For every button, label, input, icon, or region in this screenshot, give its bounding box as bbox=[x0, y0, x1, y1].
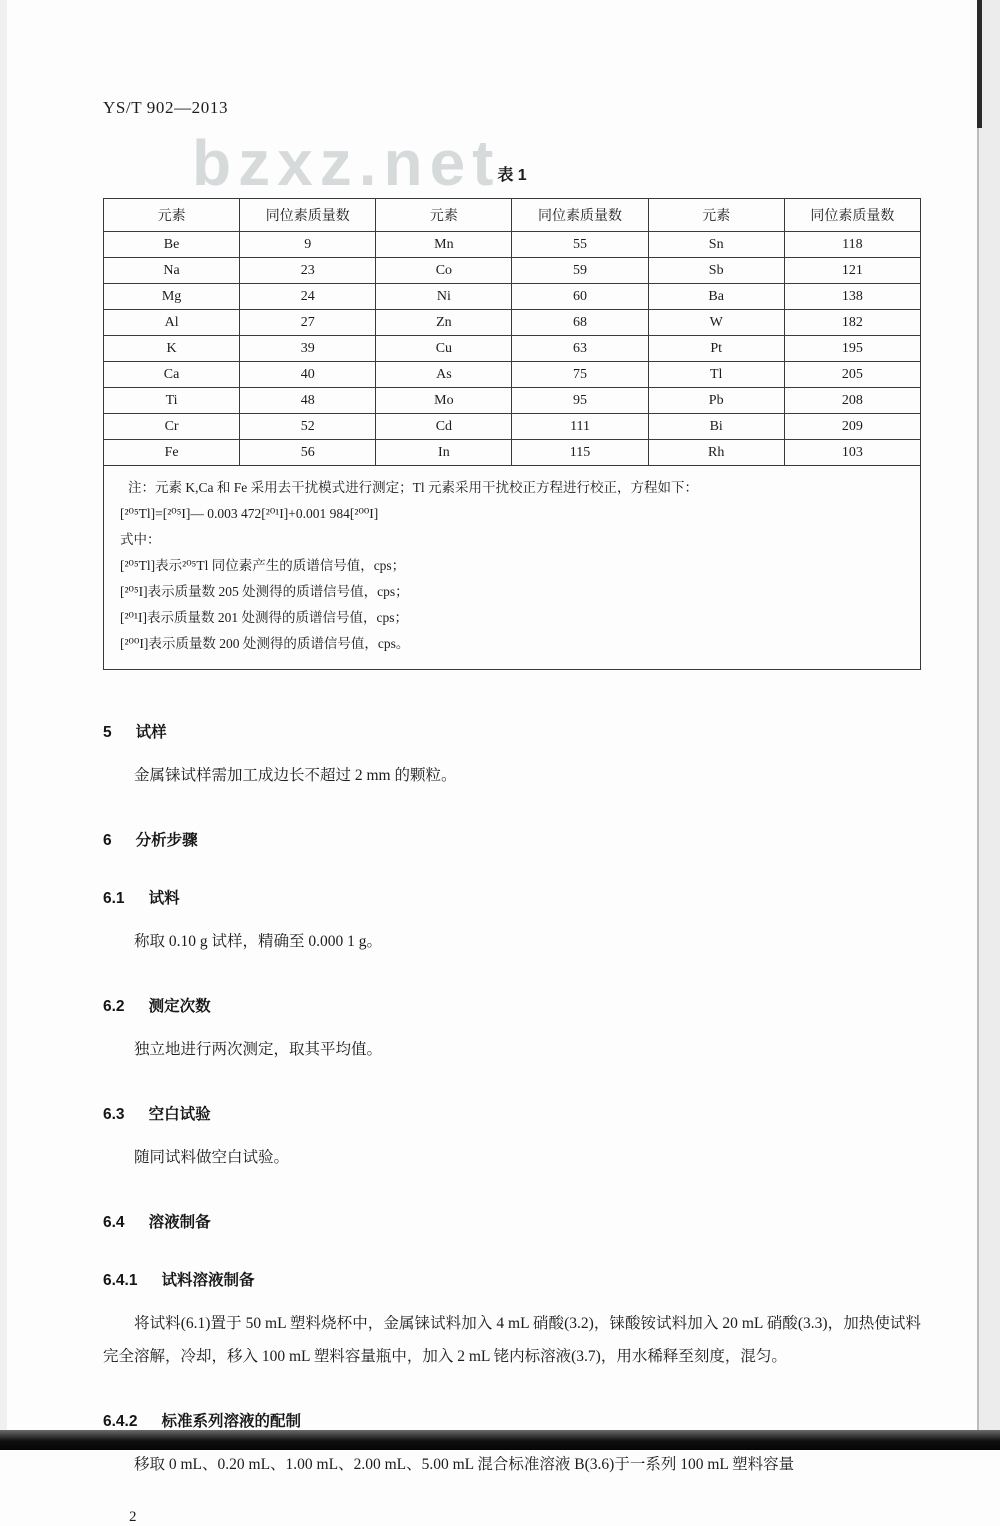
section-heading bbox=[103, 1102, 921, 1124]
standard-number-header: YS/T 902—2013 bbox=[103, 98, 229, 117]
table-note-line: 注：元素 K,Ca 和 Fe 采用去干扰模式进行测定；Tl 元素采用干扰校正方程进行校正，方程如下： bbox=[128, 480, 698, 495]
element-cell: Bi bbox=[648, 414, 784, 440]
table-row bbox=[104, 388, 921, 414]
column-header-element: 元素 bbox=[104, 199, 240, 232]
section-title: 分析步骤 bbox=[135, 832, 198, 849]
mass-number-cell: 118 bbox=[784, 232, 920, 258]
element-cell: Cd bbox=[376, 414, 512, 440]
element-cell: Ca bbox=[104, 362, 240, 388]
table-note-line: [²⁰⁵Tl]表示²⁰⁵Tl 同位素产生的质谱信号值，cps； bbox=[120, 558, 406, 573]
table-row bbox=[104, 440, 921, 466]
body-paragraph: 独立地进行两次测定，取其平均值。 bbox=[134, 1041, 383, 1058]
element-cell: Pb bbox=[648, 388, 784, 414]
table-row bbox=[104, 362, 921, 388]
section-title: 试样 bbox=[135, 724, 167, 741]
mass-number-cell: 68 bbox=[512, 310, 648, 336]
table-notes-section bbox=[104, 466, 921, 670]
table-note-line: [²⁰⁰I]表示质量数 200 处测得的质谱信号值，cps。 bbox=[120, 636, 410, 651]
element-cell: K bbox=[104, 336, 240, 362]
element-cell: In bbox=[376, 440, 512, 466]
mass-number-cell: 40 bbox=[240, 362, 376, 388]
element-cell: Be bbox=[104, 232, 240, 258]
section-heading bbox=[103, 1409, 921, 1431]
mass-number-cell: 60 bbox=[512, 284, 648, 310]
mass-number-cell: 52 bbox=[240, 414, 376, 440]
mass-number-cell: 63 bbox=[512, 336, 648, 362]
mass-number-cell: 48 bbox=[240, 388, 376, 414]
element-cell: Tl bbox=[648, 362, 784, 388]
element-cell: Cu bbox=[376, 336, 512, 362]
body-paragraph: 随同试料做空白试验。 bbox=[134, 1149, 290, 1166]
mass-number-cell: 59 bbox=[512, 258, 648, 284]
table-row bbox=[104, 414, 921, 440]
mass-number-cell: 209 bbox=[784, 414, 920, 440]
section-heading bbox=[103, 720, 921, 742]
section-heading bbox=[103, 828, 921, 850]
mass-number-cell: 27 bbox=[240, 310, 376, 336]
table-row bbox=[104, 284, 921, 310]
page-number: 2 bbox=[129, 1509, 137, 1525]
mass-number-cell: 24 bbox=[240, 284, 376, 310]
section-number: 6 bbox=[103, 832, 112, 849]
section-number: 6.4.2 bbox=[103, 1413, 138, 1430]
table-row bbox=[104, 258, 921, 284]
mass-number-cell: 9 bbox=[240, 232, 376, 258]
mass-number-cell: 121 bbox=[784, 258, 920, 284]
element-cell: Rh bbox=[648, 440, 784, 466]
mass-number-cell: 205 bbox=[784, 362, 920, 388]
table-note-line: [²⁰¹I]表示质量数 201 处测得的质谱信号值，cps； bbox=[120, 610, 408, 625]
mass-number-cell: 208 bbox=[784, 388, 920, 414]
site-watermark: bzxz.net bbox=[192, 127, 501, 199]
element-cell: Mo bbox=[376, 388, 512, 414]
body-paragraph: 移取 0 mL、0.20 mL、1.00 mL、2.00 mL、5.00 mL 混合标准溶液 B(3.6)于一系列 100 mL 塑料容量 bbox=[134, 1456, 795, 1473]
element-cell: Co bbox=[376, 258, 512, 284]
section-number: 6.2 bbox=[103, 998, 125, 1015]
mass-number-cell: 95 bbox=[512, 388, 648, 414]
scan-corner-mark bbox=[977, 0, 982, 128]
table-row bbox=[104, 232, 921, 258]
section-title: 试料溶液制备 bbox=[161, 1272, 255, 1289]
element-cell: Mn bbox=[376, 232, 512, 258]
column-header-mass: 同位素质量数 bbox=[512, 199, 648, 232]
element-cell: Na bbox=[104, 258, 240, 284]
scan-left-edge bbox=[0, 0, 7, 1450]
element-cell: As bbox=[376, 362, 512, 388]
document-sections bbox=[103, 720, 921, 1481]
element-cell: W bbox=[648, 310, 784, 336]
document-page bbox=[103, 0, 921, 1526]
mass-number-cell: 111 bbox=[512, 414, 648, 440]
column-header-element: 元素 bbox=[648, 199, 784, 232]
mass-number-cell: 75 bbox=[512, 362, 648, 388]
correction-equation: [²⁰⁵Tl]=[²⁰⁵I]— 0.003 472[²⁰¹I]+0.001 984[²⁰⁰I] bbox=[120, 506, 379, 521]
mass-number-cell: 115 bbox=[512, 440, 648, 466]
body-paragraph: 将试料(6.1)置于 50 mL 塑料烧杯中，金属铼试料加入 4 mL 硝酸(3.2)，铼酸铵试料加入 20 mL 硝酸(3.3)，加热使试料完全溶解，冷却，移入 100 mL 塑料容量瓶中，加入 2 mL 铑内标溶液(3.7)，用水稀释至刻度，混匀。 bbox=[103, 1315, 921, 1365]
element-cell: Fe bbox=[104, 440, 240, 466]
mass-number-cell: 182 bbox=[784, 310, 920, 336]
body-paragraph: 称取 0.10 g 试样，精确至 0.000 1 g。 bbox=[134, 933, 383, 950]
section-title: 空白试验 bbox=[148, 1106, 211, 1123]
section-number: 6.4.1 bbox=[103, 1272, 138, 1289]
table-body bbox=[104, 232, 921, 466]
mass-number-cell: 103 bbox=[784, 440, 920, 466]
mass-number-cell: 138 bbox=[784, 284, 920, 310]
section-heading bbox=[103, 994, 921, 1016]
element-cell: Mg bbox=[104, 284, 240, 310]
section-heading bbox=[103, 1210, 921, 1232]
mass-number-cell: 56 bbox=[240, 440, 376, 466]
table-note-line: [²⁰⁵I]表示质量数 205 处测得的质谱信号值，cps； bbox=[120, 584, 409, 599]
element-cell: Al bbox=[104, 310, 240, 336]
table-note-line: 式中： bbox=[120, 532, 161, 547]
element-cell: Ni bbox=[376, 284, 512, 310]
body-paragraph: 金属铼试样需加工成边长不超过 2 mm 的颗粒。 bbox=[134, 767, 457, 784]
section-number: 6.1 bbox=[103, 890, 125, 907]
scan-bottom-bar bbox=[0, 1430, 1000, 1450]
table-header-row bbox=[104, 199, 921, 232]
element-cell: Zn bbox=[376, 310, 512, 336]
isotope-mass-table bbox=[103, 198, 921, 670]
mass-number-cell: 195 bbox=[784, 336, 920, 362]
table-notes-cell bbox=[104, 466, 921, 670]
column-header-mass: 同位素质量数 bbox=[784, 199, 920, 232]
element-cell: Cr bbox=[104, 414, 240, 440]
section-title: 试料 bbox=[148, 890, 180, 907]
section-title: 标准系列溶液的配制 bbox=[161, 1413, 301, 1430]
scan-right-edge bbox=[977, 0, 1000, 1450]
element-cell: Ti bbox=[104, 388, 240, 414]
table-row bbox=[104, 310, 921, 336]
table-caption: 表 1 bbox=[497, 167, 527, 184]
section-heading bbox=[103, 886, 921, 908]
element-cell: Pt bbox=[648, 336, 784, 362]
element-cell: Ba bbox=[648, 284, 784, 310]
element-cell: Sn bbox=[648, 232, 784, 258]
section-title: 测定次数 bbox=[148, 998, 211, 1015]
section-title: 溶液制备 bbox=[148, 1214, 211, 1231]
section-number: 6.3 bbox=[103, 1106, 125, 1123]
mass-number-cell: 55 bbox=[512, 232, 648, 258]
column-header-mass: 同位素质量数 bbox=[240, 199, 376, 232]
column-header-element: 元素 bbox=[376, 199, 512, 232]
mass-number-cell: 39 bbox=[240, 336, 376, 362]
element-cell: Sb bbox=[648, 258, 784, 284]
mass-number-cell: 23 bbox=[240, 258, 376, 284]
section-number: 5 bbox=[103, 724, 112, 741]
table-row bbox=[104, 336, 921, 362]
section-heading bbox=[103, 1268, 921, 1290]
section-number: 6.4 bbox=[103, 1214, 125, 1231]
